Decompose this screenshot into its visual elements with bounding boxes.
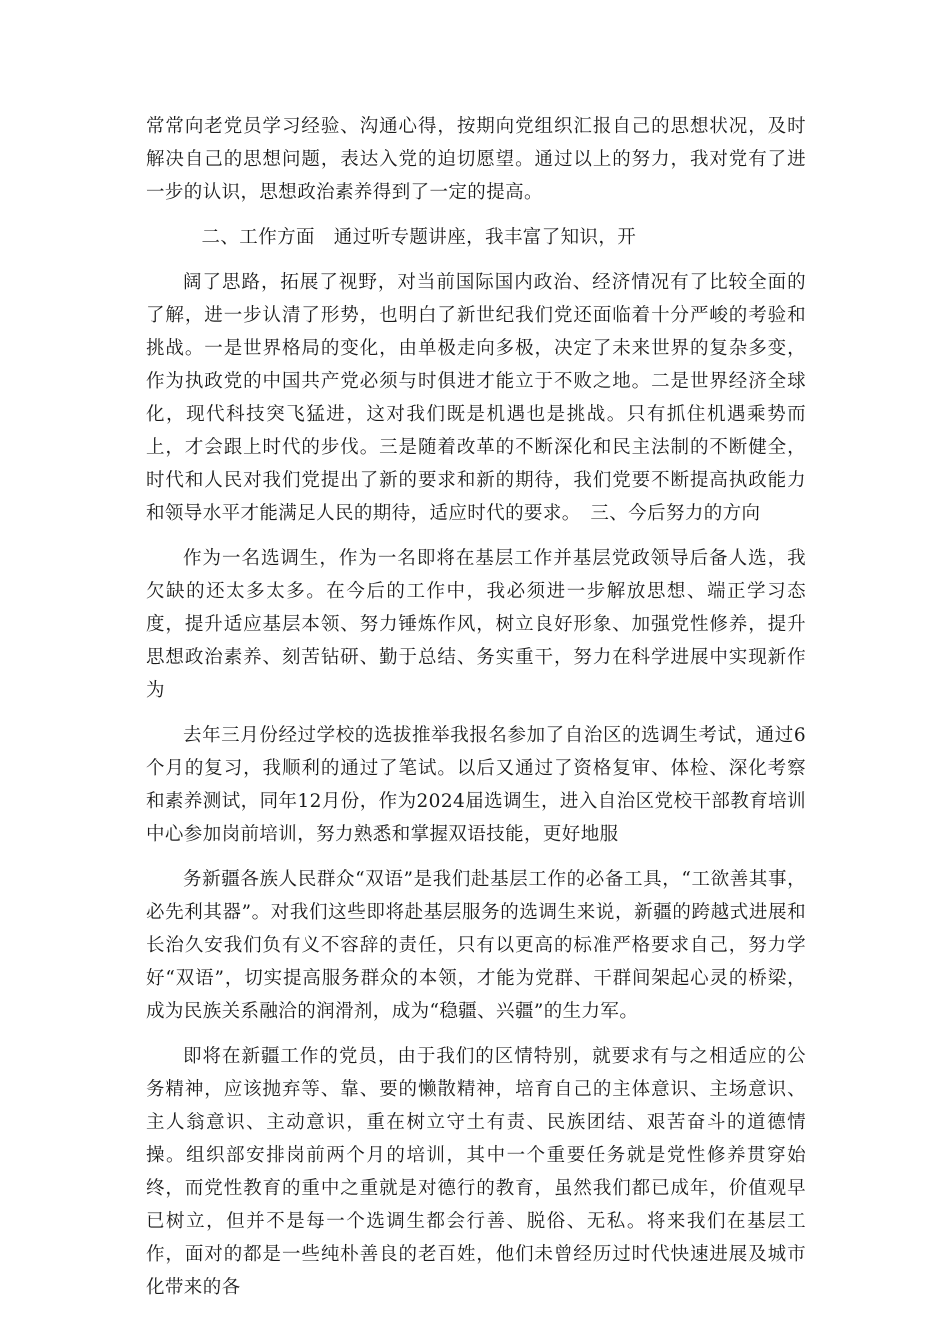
paragraph-bilingual: 务新疆各族人民群众“双语”是我们赴基层工作的必备工具，“工欲善其事，必先利其器”。对我们这些即将赴基层服务的选调生来说，新疆的跨越式进展和长治久安我们负有义不容辞的责任，只有以更高的标准严格要求自己，努力学好“双语”，切实提高服务群众的本领，才能为党群、干群间架起心灵的桥梁，成为民族关系融洽的润滑剂，成为“稳疆、兴疆”的生力军。: [146, 869, 806, 1022]
paragraph-work: 阔了思路，拓展了视野，对当前国际国内政治、经济情况有了比较全面的了解，进一步认清了形势，也明白了新世纪我们党还面临着十分严峻的考验和挑战。一是世界格局的变化，由单极走向多极，决定了未来世界的复杂多变，作为执政党的中国共产党必须与时俱进才能立于不败之地。二是世界经济全球化，现代科技突飞猛进，这对我们既是机遇也是挑战。只有抓住机遇乘势而上，才会跟上时代的步伐。三是随着改革的不断深化和民主法制的不断健全，时代和人民对我们党提出了新的要求和新的期待，我们党要不断提高执政能力和领导水平才能满足人民的期待，适应时代的要求。 三、今后努力的方向: [146, 272, 806, 524]
paragraph-exam: 去年三月份经过学校的选拔推举我报名参加了自治区的选调生考试，通过6个月的复习，我顺利的通过了笔试。以后又通过了资格复审、体检、深化考察和素养测试，同年12月份，作为2024届选调生，进入自治区党校干部教育培训中心参加岗前培训，努力熟悉和掌握双语技能，更好地服: [146, 725, 806, 845]
paragraph-continuation: 常常向老党员学习经验、沟通心得，按期向党组织汇报自己的思想状况，及时解决自己的思想问题，表达入党的迫切愿望。通过以上的努力，我对党有了进一步的认识，思想政治素养得到了一定的提高。: [146, 116, 806, 203]
paragraph-party-member: 即将在新疆工作的党员，由于我们的区情特别，就要求有与之相适应的公务精神，应该抛弃等、靠、要的懒散精神，培育自己的主体意识、主场意识、主人翁意识、主动意识，重在树立守土有责、民族团结、艰苦奋斗的道德情操。组织部安排岗前两个月的培训，其中一个重要任务就是党性修养贯穿始终，而党性教育的重中之重就是对德行的教育，虽然我们都已成年，价值观早已树立，但并不是每一个选调生都会行善、脱俗、无私。将来我们在基层工作，面对的都是一些纯朴善良的老百姓，他们未曾经历过时代快速进展及城市化带来的各: [146, 1046, 806, 1298]
paragraph-future-direction: 作为一名选调生，作为一名即将在基层工作并基层党政领导后备人选，我欠缺的还太多太多。在今后的工作中，我必须进一步解放思想、端正学习态度，提升适应基层本领、努力锤炼作风，树立良好形象、加强党性修养，提升思想政治素养、刻苦钻研、勤于总结、务实重干，努力在科学进展中实现新作为: [146, 548, 806, 701]
document-body: [146, 110, 806, 1316]
section-heading-work: 二、工作方面 通过听专题讲座，我丰富了知识，开: [201, 227, 637, 248]
